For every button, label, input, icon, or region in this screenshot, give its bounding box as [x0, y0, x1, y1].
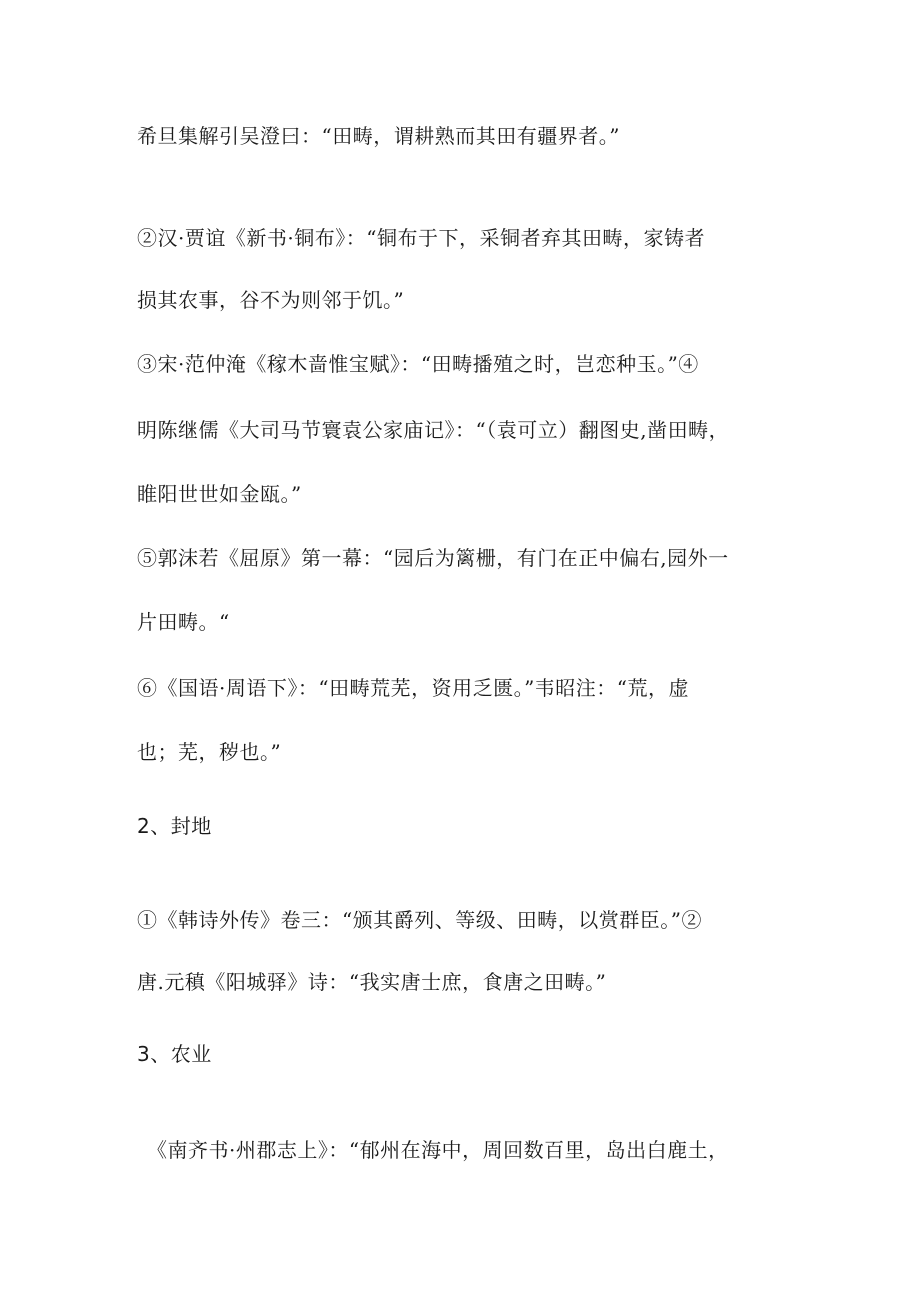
text-line: 唐.元稹《阳城驿》诗：“我实唐士庶，食唐之田畴。” [137, 970, 607, 994]
text-line: ①《韩诗外传》卷三：“颁其爵列、等级、田畴，以赏群臣。”② [137, 908, 702, 932]
section-heading: 3、农业 [137, 1042, 212, 1066]
text-line: ⑥《国语·周语下》：“田畴荒芜，资用乏匮。”韦昭注：“荒，虚 [137, 676, 690, 700]
text-line: 明陈继儒《大司马节寰袁公家庙记》：“（袁可立）翻图史,凿田畴， [137, 418, 730, 442]
text-line: 希旦集解引吴澄曰：“田畴，谓耕熟而其田有疆界者。” [137, 124, 620, 148]
text-line: 也；芜，秽也。” [137, 740, 282, 764]
text-line: ⑤郭沫若《屈原》第一幕：“园后为篱栅，有门在正中偏右,园外一 [137, 546, 729, 570]
text-line: 睢阳世世如金瓯。” [137, 482, 302, 506]
text-line: 片田畴。“ [137, 610, 230, 634]
section-heading: 2、封地 [137, 814, 212, 838]
text-line: 《南齐书·州郡志上》：“郁州在海中，周回数百里，岛出白鹿土， [147, 1138, 729, 1162]
text-line: 损其农事，谷不为则邻于饥。” [137, 288, 405, 312]
text-line: ②汉·贾谊《新书·铜布》：“铜布于下，采铜者弃其田畴，家铸者 [137, 226, 705, 250]
text-line: ③宋·范仲淹《稼木啬惟宝赋》：“田畴播殖之时，岂恋种玉。”④ [137, 352, 699, 376]
